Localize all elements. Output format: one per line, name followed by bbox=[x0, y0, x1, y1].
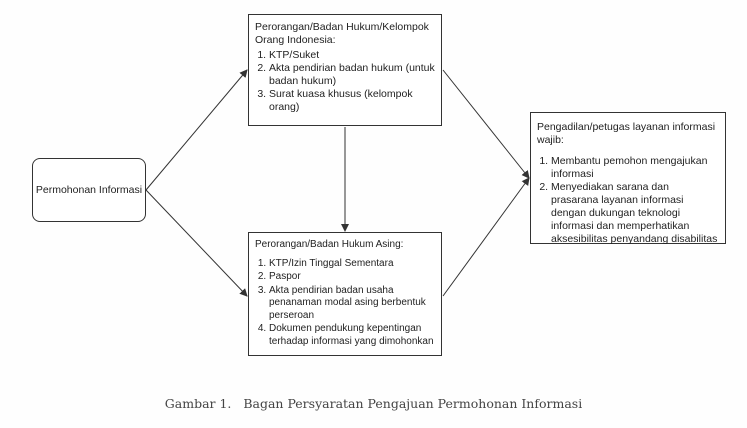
pengadilan-title: Pengadilan/petugas layanan informasi wajib: bbox=[537, 121, 716, 146]
asing-item: 2. Paspor bbox=[269, 271, 435, 284]
asing-requirements-box bbox=[248, 232, 442, 356]
pengadilan-list bbox=[537, 155, 719, 246]
figure-caption: Gambar 1. Bagan Persyaratan Pengajuan Permohonan Informasi bbox=[164, 396, 583, 411]
arrow-start-to-indonesia bbox=[146, 70, 247, 190]
indonesia-requirements-box bbox=[248, 14, 442, 126]
pengadilan-item: 2. Menyediakan sarana dan prasarana layanan informasi dengan dukungan teknologi informasi dan memperhatikan aksesibilitas penyandang disabilitas bbox=[551, 181, 719, 246]
asing-item: 4. Dokumen pendukung kepentingan terhadap informasi yang dimohonkan bbox=[269, 323, 435, 348]
pengadilan-obligations-box bbox=[530, 112, 726, 244]
indonesia-item: 3. Surat kuasa khusus (kelompok orang) bbox=[269, 88, 435, 114]
indonesia-list bbox=[255, 49, 435, 114]
indonesia-item: 1. KTP/Suket bbox=[269, 49, 435, 62]
permohonan-informasi-label: Permohonan Informasi bbox=[35, 183, 143, 196]
asing-list bbox=[255, 258, 435, 349]
indonesia-item: 2. Akta pendirian badan hukum (untuk badan hukum) bbox=[269, 62, 435, 88]
asing-item: 3. Akta pendirian badan usaha penanaman modal asing berbentuk perseroan bbox=[269, 285, 435, 323]
arrow-start-to-asing bbox=[146, 190, 247, 296]
asing-title: Perorangan/Badan Hukum Asing: bbox=[255, 239, 404, 250]
asing-item: 1. KTP/Izin Tinggal Sementara bbox=[269, 258, 435, 271]
indonesia-title: Perorangan/Badan Hukum/Kelompok Orang Indonesia: bbox=[255, 21, 429, 46]
pengadilan-item: 1. Membantu pemohon mengajukan informasi bbox=[551, 155, 719, 181]
arrow-asing-to-pengadilan bbox=[443, 178, 529, 296]
permohonan-informasi-box bbox=[32, 158, 146, 222]
arrow-indonesia-to-pengadilan bbox=[443, 70, 529, 178]
